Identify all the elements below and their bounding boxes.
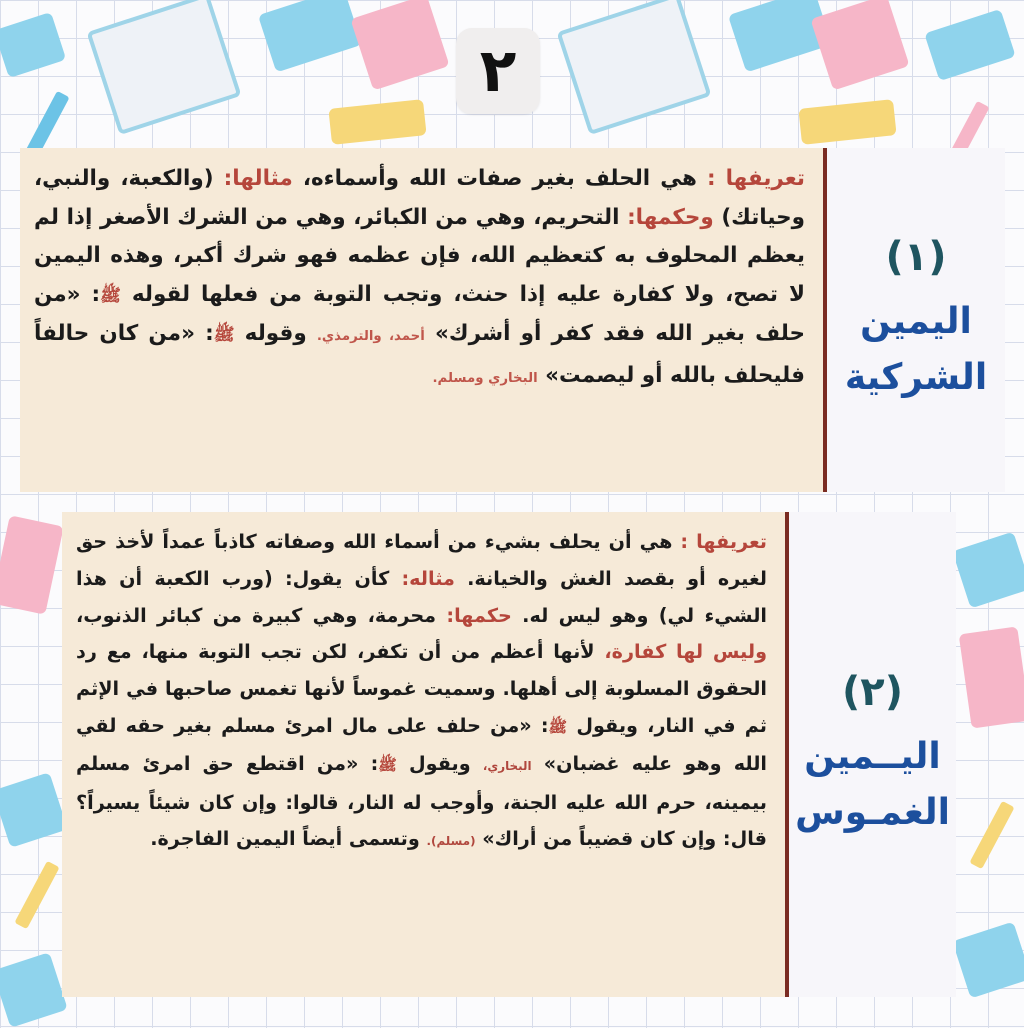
example-label: مثالها: bbox=[223, 166, 293, 191]
connector-text: ويقول bbox=[396, 751, 483, 775]
card-number: (١) bbox=[885, 234, 947, 280]
book-illustration bbox=[798, 99, 896, 145]
notebook-illustration bbox=[810, 0, 909, 91]
book-illustration bbox=[328, 99, 426, 145]
pencil-case-illustration bbox=[952, 922, 1024, 999]
card-title-line2: الشركية bbox=[844, 357, 988, 398]
book-illustration bbox=[258, 0, 362, 72]
no-expiation-text: وليس لها كفارة، bbox=[604, 640, 768, 664]
hadith-source: البخاري، bbox=[482, 758, 532, 773]
hadith-source: (مسلم). bbox=[426, 834, 476, 849]
definition-label: تعريفها : bbox=[680, 530, 767, 553]
card-title-line2: الغمـوس bbox=[795, 791, 950, 833]
pencil-illustration bbox=[14, 861, 59, 929]
card-body-text bbox=[20, 148, 827, 492]
card-number: (٢) bbox=[842, 668, 903, 715]
book-illustration bbox=[0, 952, 68, 1028]
oath-card-ghamus bbox=[62, 512, 956, 997]
notebook-illustration bbox=[959, 626, 1024, 728]
example-text: (والكعبة، والنبي، وحياتك) bbox=[34, 166, 805, 230]
definition-text: هي أن يحلف بشيء من أسماء الله وصفاته كاذباً عمداً لأخذ حق لغيره أو بقصد الغش والخيانة. bbox=[76, 530, 767, 590]
definition-label: تعريفها : bbox=[706, 166, 805, 191]
pencil-case-illustration bbox=[952, 532, 1024, 609]
ruling-text: محرمة، وهي كبيرة من كبائر الذنوب، bbox=[76, 603, 447, 627]
notebook-illustration bbox=[0, 515, 64, 614]
reason-text: لأنها أعظم من أن تكفر، لكن تجب التوبة منها، مع رد الحقوق المسلوبة إلى أهلها. وسميت غموساً لأنها تغمس صاحبها في الإثم ثم في النار، ويقول bbox=[76, 640, 767, 737]
definition-text: هي الحلف بغير صفات الله وأسماءه، bbox=[292, 166, 707, 191]
ruling-label: وحكمها: bbox=[627, 204, 714, 230]
example-label: مثاله: bbox=[401, 566, 455, 590]
hadith-source: البخاري ومسلم. bbox=[432, 370, 538, 386]
pencil-illustration bbox=[969, 801, 1014, 869]
oath-card-shirkiyya bbox=[20, 148, 1005, 492]
ruling-text: التحريم، وهي من الكبائر، وهي من الشرك الأصغر إذا لم يعظم المحلوف به كتعظيم الله، فإن عظمه فهو شرك أكبر، وهذه اليمين لا تصح، ولا كفارة عليه إذا حنث، وتجب التوبة من فعلها لقوله bbox=[34, 204, 805, 307]
pbuh-symbol: ﷺ bbox=[100, 285, 121, 306]
hadith-source: أحمد، والترمذي. bbox=[316, 329, 425, 344]
book-illustration bbox=[924, 9, 1016, 81]
pbuh-symbol: ﷺ bbox=[378, 755, 397, 774]
hadith-text: : «من كان حالفاً فليحلف بالله أو ليصمت» bbox=[34, 321, 805, 388]
example-text: كأن يقول: (ورب الكعبة أن هذا الشيء لي) وهو ليس له. bbox=[76, 566, 767, 627]
hadith-text: : «من حلف على مال امرئ مسلم بغير حقه لقي الله وهو عليه غضبان» bbox=[76, 713, 767, 775]
ruling-label: حكمها: bbox=[446, 603, 512, 627]
connector-text: وقوله bbox=[234, 321, 317, 346]
notebook-illustration bbox=[350, 0, 449, 91]
closing-text: وتسمى أيضاً اليمين الفاجرة. bbox=[150, 827, 427, 851]
card-title-line1: اليمين bbox=[860, 301, 972, 342]
card-title-panel bbox=[827, 148, 1005, 492]
card-body-text bbox=[62, 512, 789, 997]
book-illustration bbox=[556, 0, 711, 135]
pencil-case-illustration bbox=[0, 772, 68, 848]
pbuh-symbol: ﷺ bbox=[213, 325, 235, 345]
card-title-panel bbox=[789, 512, 956, 997]
card-title-line1: اليــمين bbox=[804, 735, 941, 777]
page-number: ٢ bbox=[479, 36, 517, 106]
pbuh-symbol: ﷺ bbox=[548, 717, 568, 736]
book-illustration bbox=[0, 12, 66, 78]
hadith-text: : «من اقتطع حق امرئ مسلم بيمينه، حرم الله عليه الجنة، وأوجب له النار، قالوا: وإن كان شيئاً يسيراً؟ قال: وإن كان قضيباً من أراك» bbox=[76, 751, 767, 851]
hadith-text: : «من حلف بغير الله فقد كفر أو أشرك» bbox=[34, 281, 805, 346]
book-illustration bbox=[86, 0, 241, 135]
page-number-badge bbox=[456, 28, 540, 114]
